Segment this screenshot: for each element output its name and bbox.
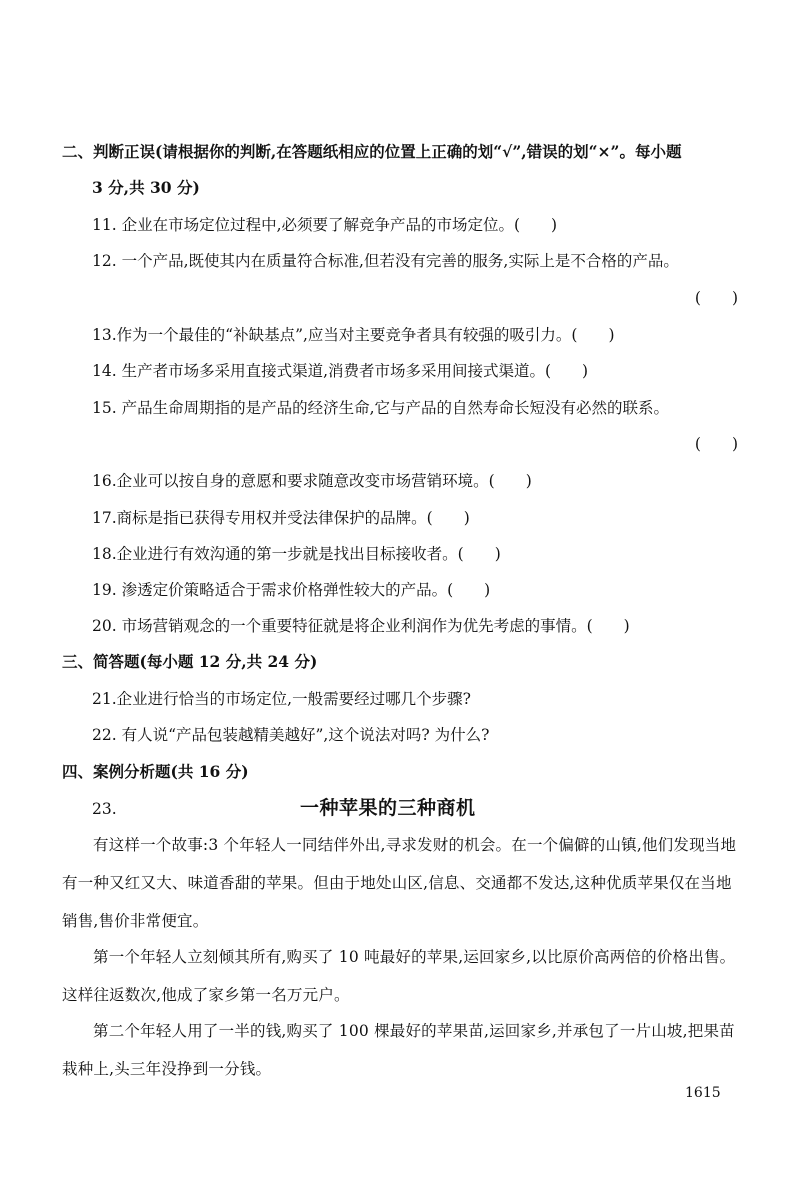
case-number: 23. [92,800,117,818]
case-title: 一种苹果的三种商机 [300,797,476,819]
question-12-answer-blank: ( ) [694,289,738,307]
question-22: 22. 有人说“产品包装越精美越好”,这个说法对吗? 为什么? [92,726,490,744]
section-3-heading: 三、简答题(每小题 12 分,共 24 分) [62,652,318,671]
question-19: 19. 渗透定价策略适合于需求价格弹性较大的产品。( ) [92,581,491,599]
question-13: 13.作为一个最佳的“补缺基点”,应当对主要竞争者具有较强的吸引力。( ) [92,326,615,344]
page-number: 1615 [685,1085,721,1101]
section-4-heading: 四、案例分析题(共 16 分) [62,762,249,781]
question-17: 17.商标是指已获得专用权并受法律保护的品牌。( ) [92,509,470,527]
question-15-answer-blank: ( ) [694,435,738,453]
case-paragraph-1: 有这样一个故事:3 个年轻人一同结伴外出,寻求发财的机会。在一个偏僻的山镇,他们发现当地有一种又红又大、味道香甜的苹果。但由于地处山区,信息、交通都不发达,这种优质苹果仅在当地销售,售价非常便宜。 [62,836,737,930]
question-15-line-1: 15. 产品生命周期指的是产品的经济生命,它与产品的自然寿命长短没有必然的联系。 [92,399,670,417]
question-21: 21.企业进行恰当的市场定位,一般需要经过哪几个步骤? [92,690,471,708]
question-16: 16.企业可以按自身的意愿和要求随意改变市场营销环境。( ) [92,472,532,490]
section-2-heading-line-1: 二、判断正误(请根据你的判断,在答题纸相应的位置上正确的划“√”,错误的划“×”。每小题 [62,142,682,161]
section-2-heading-line-2: 3 分,共 30 分) [92,178,200,197]
case-paragraph-3: 第二个年轻人用了一半的钱,购买了 100 棵最好的苹果苗,运回家乡,并承包了一片山坡,把果苗栽种上,头三年没挣到一分钱。 [62,1022,735,1078]
case-paragraph-2: 第一个年轻人立刻倾其所有,购买了 10 吨最好的苹果,运回家乡,以比原价高两倍的价格出售。这样往返数次,他成了家乡第一名万元户。 [62,948,736,1004]
question-12-line-1: 12. 一个产品,既使其内在质量符合标准,但若没有完善的服务,实际上是不合格的产品。 [92,252,679,270]
question-11: 11. 企业在市场定位过程中,必须要了解竞争产品的市场定位。( ) [92,216,558,234]
question-18: 18.企业进行有效沟通的第一步就是找出目标接收者。( ) [92,545,501,563]
question-20: 20. 市场营销观念的一个重要特征就是将企业利润作为优先考虑的事情。( ) [92,617,630,635]
question-14: 14. 生产者市场多采用直接式渠道,消费者市场多采用间接式渠道。( ) [92,362,589,380]
